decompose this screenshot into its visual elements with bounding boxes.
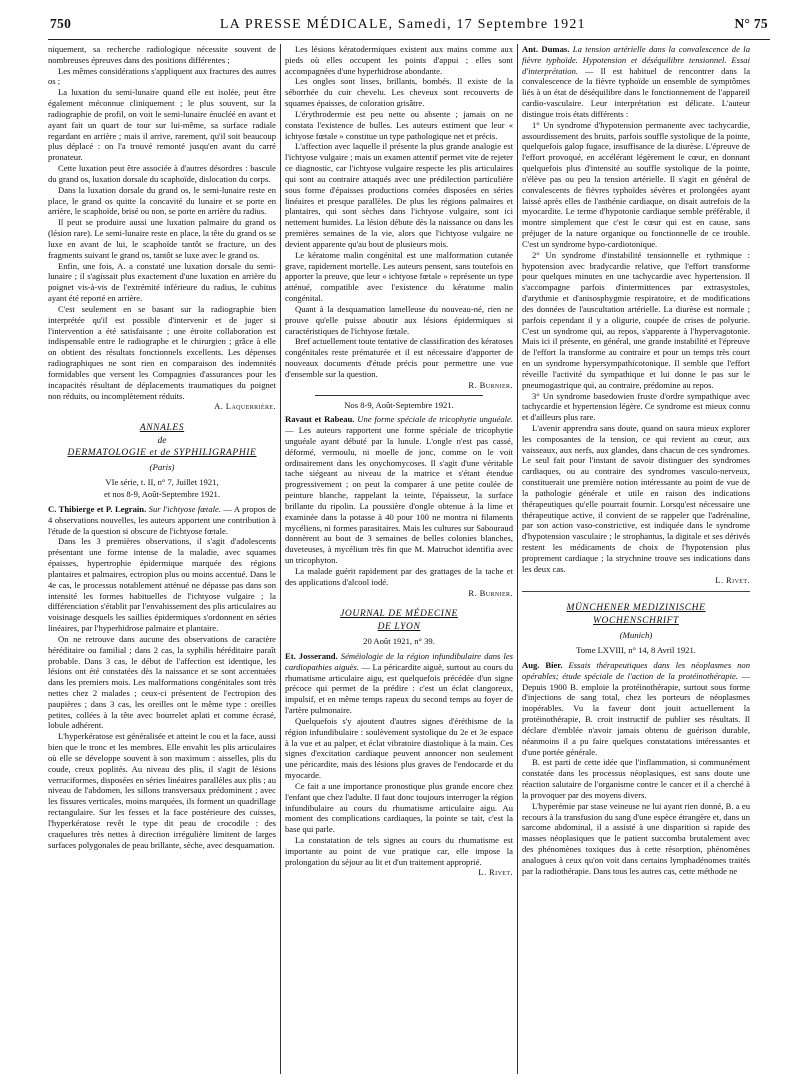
section-title: MÜNCHENER MEDIZINISCHE <box>566 603 706 614</box>
paragraph: L'hyperkératose est généralisée et atteint le cou et la face, aussi bien que le tronc et les membres. Elle envahit les plis articulaires où elle se développe souvent à son maximum : aisselles, plis du coude, creux poplités. Au niveau des plis, il s'agit de lésions verruciformes, disposées en séries linéaires parallèles aux plis ; au niveau de l'abdomen, les sillons transversaux prédominent ; avec les fissures verticales, moins marquées, ils forment un quadrillage rectangulaire. Sur les fesses et la face postérieure des cuisses, l'hyperkératose revêt le type dit peau de crocodile : des craquelures très nettes à direction irrégulière limitent de larges surfaces polygonales de peau brillante, sèche, avec desquamation. <box>48 731 276 850</box>
section-title: DE LYON <box>377 621 421 632</box>
signature: R. Burnier. <box>468 379 513 390</box>
column-rule <box>276 44 285 1074</box>
paragraph: Ce fait a une importance pronostique plus grande encore chez l'enfant que chez l'adulte. Il faut donc toujours interroger la région infundibulaire au cours du rhumatisme articulaire aigu. Au moment des complications cardiaques, la pointe se tait, c'est la base qui parle. <box>285 780 513 835</box>
paragraph: Dans la luxation dorsale du grand os, le semi-lunaire reste en place, le grand os quitte la concavité du lunaire et se porte en arrière, le scaphoïde, brisé ou non, se porte en arrière du radius. <box>48 184 276 217</box>
paragraph: Les mêmes considérations s'appliquent aux fractures des autres os ; <box>48 65 276 87</box>
issue-line: et nos 8-9, Août-Septembre 1921. <box>104 489 220 500</box>
paragraph: L'hyperémie par stase veineuse ne lui ayant rien donné, B. a eu recours à la transfusion du sang d'une espèce étrangère et, dans un sarcome abdominal, il a assisté à une disparition si rapide des masses néoplasiques que le patient succomba brutalement avec des phénomènes toxiques dus à cette résorption, phénomènes analogues à ceux qu'on voit dans certains lymphadénomes traités par la radiothérapie. Dans tous les autres cas, cette méthode ne <box>522 800 750 876</box>
column-3 <box>522 44 750 1074</box>
paragraph: Les lésions kératodermiques existent aux mains comme aux pieds où elles occupent les points d'appui ; elles sont accompagnées d'une hyperhidrose abondante. <box>285 44 513 76</box>
issue-number: N° 75 <box>734 16 768 31</box>
issue-line: Nos 8-9, Août-Septembre 1921. <box>344 399 454 410</box>
paragraph: L'affection avec laquelle il présente la plus grande analogie est l'ichtyose vulgaire ; mais un examen attentif permet vite de rejeter ce diagnostic, car l'ichtyose vulgaire respecte les plis articulaires qui sont au contraire attaqués avec une prédilection particulière sous forme d'épaisses productions cornées disposées en séries linéaires et presque parallèles. De plus les régions palmaires et plantaires, qui sont sèches dans l'ichtyose vulgaire, sont ici nettement humides. La lésion débute dès la naissance ou dans les premières semaines de la vie, alors que l'ichtyose vulgaire ne devient apparente qu'au bout de plusieurs mois. <box>285 141 513 249</box>
page-header <box>48 6 770 40</box>
section-title: ANNALES <box>139 423 185 434</box>
signature: R. Burnier. <box>468 587 513 598</box>
journal-title: LA PRESSE MÉDICALE, Samedi, 17 Septembre 1921 <box>219 17 586 32</box>
paragraph: 3° Un syndrome basedowien fruste d'ordre sympathique avec tachycardie et hypertension légère. Ce syndrome est mieux connu et d'ailleurs plus rare. <box>522 390 750 423</box>
article-authors: C. Thibierge et P. Legrain. <box>48 503 147 514</box>
article-text: — Il est habituel de rencontrer dans la convalescence de la fièvre typhoïde un ensemble de symptômes liés à un état de déséquilibre dans le fonctionnement de l'appareil cardio-vasculaire. Leur interprétation est délicate. L'auteur distingue trois états différents : <box>522 65 750 119</box>
article-text: — La péricardite aiguë, surtout au cours du rhumatisme articulaire aigu, est quelquefois précédée d'un signe précoce qui permet de la prédire : c'est un éclat clangoreux, impulsif, et en même temps rapeux du second temps au foyer de l'artère pulmonaire. <box>285 661 513 716</box>
paragraph: L'avenir apprendra sans doute, quand on saura mieux explorer les composantes de la tension, ce qui revient au cœur, aux vaisseaux, aux nerfs, aux glandes, dans chacun de ces syndromes. Le seul fait pour l'instant de savoir distinguer des syndromes cardiaques, ou au contraire des syndromes vasculo-nerveux, constituerait une première notion intéressante au point de vue de la pathologie générale et utile en raison des indications thérapeutiques qu'elle pourrait fournir. Lorsqu'est nécessaire une thérapeutique active, il convient de se rappeler que l'adrénaline, par son action vaso-constrictive, est indiquée dans le syndrome d'hypotension vasculaire ; le strophantus, la digitale et ses dérivés restent les médicaments de choix de l'hypotension plus proprement cardiaque ; la strychnine trouve ses indications dans les deux cas. <box>522 422 750 574</box>
paragraph: Le kératome malin congénital est une malformation cutanée grave, rapidement mortelle. Les auteurs pensent, sans toutefois en apporter la preuve, que leur « ichtyose fœtale » représente un type atténué, compatible avec l'existence du kératome malin congénital. <box>285 249 513 304</box>
section-title: DERMATOLOGIE et de SYPHILIGRAPHIE <box>67 447 257 458</box>
signature: A. Laquerrière. <box>214 401 276 412</box>
section-city: (Paris) <box>149 462 175 473</box>
paragraph: B. est parti de cette idée que l'inflammation, si communément constatée dans les processus néoplasiques, est sans doute une réaction salutaire de l'organisme contre le cancer et il a cherché à la provoquer par des moyens divers. <box>522 757 750 800</box>
paragraph: Enfin, une fois, A. a constaté une luxation dorsale du semi-lunaire ; il s'agissait plus exactement d'une luxation en arrière du poignet vis-à-vis de l'extrémité inférieure du radius, le cubitus ayant été reporté en arrière. <box>48 260 276 304</box>
article-title: Essais thérapeutiques dans les néoplasmes non opérables; étude spéciale de l'action de la protéinothérapie. <box>522 660 750 681</box>
section-heading-munchener <box>522 602 750 627</box>
column-2 <box>285 44 513 1074</box>
signature: L. Rivet. <box>478 867 513 878</box>
paragraph: Dans les 3 premières observations, il s'agit d'adolescents présentant une forme intense de la maladie, avec squames épaisses, hypertrophie épidermique marquée des régions plantaires et palmaires, ectropion plus ou moins accentué. Dans le 4e cas, le processus notablement atténué ne dépasse pas dans son intensité les formes habituelles de l'ichtyose vulgaire ; la différenciation s'établit par l'envahissement des plis articulaires au voisinage desquels les saillies épidermiques s'ordonnent en séries linéaires, par l'hyperhidrose palmaire et plantaire. <box>48 536 276 634</box>
issue-line: Tome LXVIII, n° 14, 8 Avril 1921. <box>576 645 696 656</box>
paragraph: Cette luxation peut être associée à d'autres désordres : bascule du grand os, luxation dorsale du scaphoïde, dislocation du corps. <box>48 163 276 184</box>
article-text: — A propos de 4 observations nouvelles, les auteurs apportent une contribution à l'étude de la question si obscure de l'ichtyose fœtale. <box>48 503 276 536</box>
paragraph: Quelquefois s'y ajoutent d'autres signes d'éréthisme de la région infundibulaire : soulèvement systolique du 2e et 3e espace à la vue et au palper, et éclat vibratoire diastolique à la main. Ces signes d'excitation cardiaque peuvent annoncer non seulement une péricardite, mais des lésions plus graves de l'endocarde et du myocarde. <box>285 715 513 781</box>
section-title: WOCHENSCHRIFT <box>593 615 679 626</box>
paragraph: Bref actuellement toute tentative de classification des kératoses congénitales reste prématurée et il est nécessaire d'apporter de nouveaux documents d'étude précis pour permettre une vue d'ensemble sur la question. <box>285 336 513 379</box>
article-authors: Et. Josserand. <box>285 650 338 661</box>
section-title-connector: de <box>157 435 167 446</box>
article-title: Sur l'ichtyose fœtale. <box>148 503 221 514</box>
article-authors: Ravaut et Rabeau. <box>285 414 355 425</box>
article-authors: Aug. Bier. <box>522 660 563 670</box>
paragraph: Les ongles sont lisses, brillants, bombés. Il existe de la séborrhée du cuir chevelu. Les cheveux sont recouverts de squames épaisses, de coloration grisâtre. <box>285 76 513 109</box>
paragraph: La malade guérit rapidement par des grattages de la tache et des applications d'alcool iodé. <box>285 565 513 587</box>
paragraph: 1° Un syndrome d'hypotension permanente avec tachycardie, assourdissement des bruits, parfois souffle systolique de la pointe, quelquefois galop fugace, insuffisance de la diurèse. L'épreuve de l'effort provoqué, en accélérant légèrement le cœur, en donnant quelquefois plus d'intensité au souffle systolique de la pointe, n'élève pas ou peu la tension artérielle. Il s'agit en général de convalescents de fièvres typhoïdes sévères et prolongées ayant laissé après elles de l'asthénie cardiaque, on disait autrefois de la myocardite. Le terme d'hypotonie cardiaque semble préférable, il montre simplement que c'est le cœur qui est en cause, sans préjuger de la nature organique ou fonctionnelle de ce trouble. C'est un syndrome hypo-cardiotonique. <box>522 119 750 249</box>
article-title: Une forme spéciale de tricophytie unguéale. <box>357 414 513 425</box>
paragraph: La constatation de tels signes au cours du rhumatisme est importante au point de vue pratique car, elle impose la prolongation du séjour au lit et d'un traitement approprié. <box>285 835 513 867</box>
divider <box>315 395 483 396</box>
paragraph: La luxation du semi-lunaire quand elle est isolée, peut être également méconnue cliniquement ; le plus souvent, sur la radiographie de profil, on voit le semi-lunaire énucléé en avant et ayant fait un quart de tour sur lui-même, sa surface radiale regardant en arrière ; mais il arrive, rarement, qu'il soit beaucoup plus déplacé : on l'a trouvé remonté jusqu'en avant du carré pronateur. <box>48 87 276 163</box>
column-1 <box>48 44 276 1074</box>
paragraph: C'est seulement en se basant sur la radiographie bien interprétée qu'il est possible d'intervenir et de juger si l'intervention a été satisfaisante ; une étroite collaboration est indispensable entre le radiographe et le chirurgien ; grâce à elle on obtient des résultats fonctionnels excellents. Les dépenses radiographiques ne sont rien en comparaison des indemnités formidables que versent les Compagnies d'assurances pour les incapacités résultant de déplacements traumatiques du poignet non réduits, ou incomplètement réduits. <box>48 303 276 401</box>
article-text: — Depuis 1900 B. emploie la protéinothérapie, surtout sous forme d'injections de sang total, chez les porteurs de néoplasmes inopérables. Vu la faveur dont jouit actuellement la protéinothérapie, B. croit instructif de publier ses résultats. Il déclare d'emblée n'avoir jamais obtenu de guérison durable, néanmoins il a pu faire quelques constatations intéressantes et d'une portée générale. <box>522 670 750 757</box>
article-title: La tension artérielle dans la convalescence de la fièvre typhoïde. Hypotension et déséquilibre tensionnel. Essai d'interprétation. <box>522 44 750 76</box>
paragraph: Il peut se produire aussi une luxation palmaire du grand os (lésion rare). Le semi-lunaire reste en place, la tête du grand os se luxe en avant de lui, le scaphoïde tantôt se fracture, un des fragments suivant le grand os, tantôt se luxe avec le grand os. <box>48 217 276 260</box>
paragraph: 2° Un syndrome d'instabilité tensionnelle et rythmique : hypotension avec bradycardie relative, que l'effort transforme pour quelques minutes en une tachycardie avec hypertension. Il s'accompagne parfois d'intermittences par extrasystoles, d'arythmie et d'anisosphygmie respiratoire, et de modifications des données de l'auscultation artérielle. La diurèse est normale ; parfois cependant il y a oligurie, coupée de crises de polyurie. C'est un syndrome qui, au repos, s'apparente à l'hypervagotonie. Mais ici il présente, en général, une grande instabilité et l'épreuve de l'effort la transforme au contraire et pour un temps très court en un syndrome hypersympathicotonique. Il semble que l'effort réveille l'activité du sympathique et lui donne le pas sur le pneumogastrique qui, au contraire, prédomine au repos. <box>522 249 750 390</box>
paragraph: L'érythrodermie est peu nette ou absente ; jamais on ne constata l'existence de bulles. Les auteurs estiment que leur « ichtyose fœtale » constitue un type pathologique net et précis. <box>285 108 513 141</box>
divider <box>522 591 750 592</box>
article-text: — Les auteurs rapportent une forme spéciale de tricophytie unguéale ayant débuté par la lunule. L'ongle n'est pas cassé, déformé, vermoulu, ni moelle de jonc, comme on le voit ordinairement dans les onychomycoses. Il s'agit d'une véritable tache siégeant au niveau de la matrice et s'étant étendue progressivement ; on peut la comparer à une petite coulée de peinture blanche, rappelant la teinte, l'épaisseur, la surface brillante du ripolin. La poussière d'ongle obtenue à la lime et examinée dans la potasse à 40 pour 100 ne montra ni filaments mycéliens, ni formes parasitaires. Mais les cultures sur Sabouraud donnèrent au bout de 3 semaines de belles colonies blanches, duveteuses, à mycélium très fin que M. Matruchot identifia avec un tricophyton. <box>285 425 513 566</box>
signature: L. Rivet. <box>715 574 750 585</box>
newspaper-page <box>48 6 770 1074</box>
section-heading-annales <box>48 422 276 459</box>
column-rule <box>513 44 522 1074</box>
issue-line: 20 Août 1921, n° 39. <box>363 636 435 647</box>
paragraph: On ne retrouve dans aucune des observations de caractère héréditaire ou familial ; dans 2 cas, la syphilis héréditaire paraît probable. Dans 3 cas, le début de l'affection est identique, les lésions ont été constatées dès la naissance et se sont accentuées dans les premiers mois. Les malformations congénitales sont très nettes chez 2 malades ; ceux-ci présentent de l'ectropion des paupières ; dans 3 cas, les oreilles ont le même type : oreilles petites, collées à la tête avec bourrelet aplati et comme écrasé, lobule adhérent. <box>48 633 276 731</box>
article-columns <box>48 44 770 1074</box>
paragraph: niquement, sa recherche radiologique nécessite souvent de nombreuses épreuves dans des positions différentes ; <box>48 44 276 65</box>
article-title: Séméiologie de la région infundibulaire dans les cardiopathies aiguës. <box>285 650 513 672</box>
issue-line: VIe série, t. II, n° 7, Juillet 1921, <box>105 477 219 488</box>
section-heading-lyon <box>285 608 513 633</box>
section-city: (Munich) <box>619 630 653 641</box>
paragraph: Quant à la desquamation lamelleuse du nouveau-né, rien ne prouve qu'elle puisse aboutir aux lésions épidermiques si caractéristiques de l'ichtyose fœtale. <box>285 303 513 336</box>
article-authors: Ant. Dumas. <box>522 44 570 54</box>
section-title: JOURNAL DE MÉDECINE <box>340 609 458 620</box>
page-number: 750 <box>50 16 72 31</box>
